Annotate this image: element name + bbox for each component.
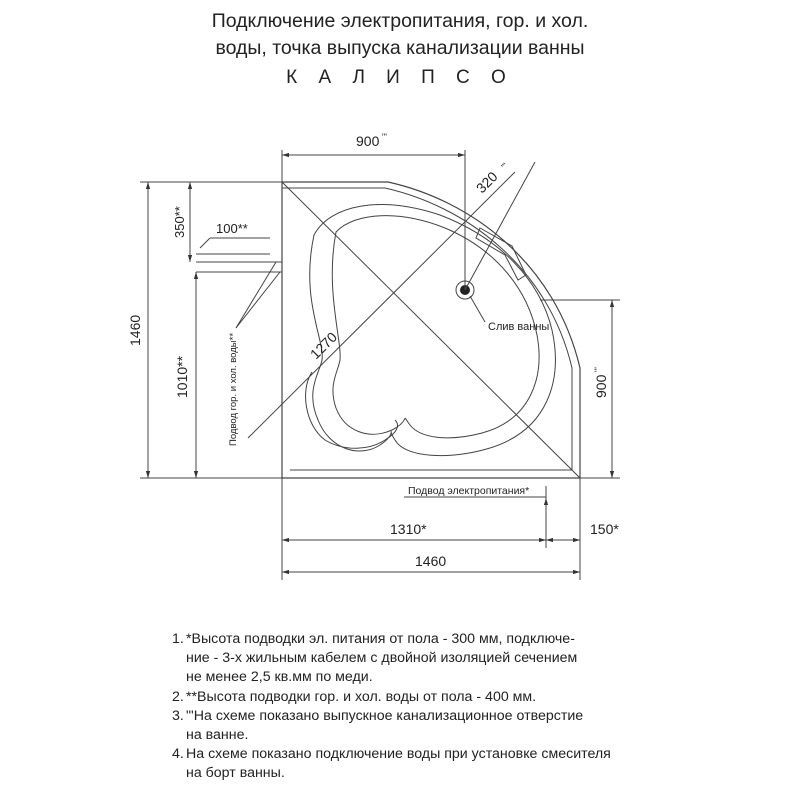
dim-right-900: 900: [593, 374, 609, 398]
dim-top-900: 900: [356, 133, 380, 149]
dim-right-900-sup: "': [593, 367, 603, 372]
title-line-2: воды, точка выпуска канализации ванны: [215, 37, 585, 59]
note-line: ние - 3-х жильным кабелем с двойной изоляцией сечением: [186, 650, 578, 667]
dim-left-1460: 1460: [127, 314, 143, 346]
dim-bottom-1310: 1310*: [390, 521, 427, 537]
tub-seat: [306, 372, 398, 448]
note-line: *Высота подводки эл. питания от пола - 300 мм, подключе-: [186, 631, 575, 647]
note-number: 4.: [172, 746, 184, 763]
dim-bottom-1460: 1460: [415, 553, 447, 569]
dim-top-900-sup: "': [382, 132, 387, 142]
dim-diag-320-sup: "': [499, 160, 510, 172]
water-supply-label: Подвод гор. и хол. воды**: [228, 332, 239, 446]
note-line: на борт ванны.: [186, 765, 285, 782]
note-number: 1.: [172, 631, 184, 647]
title-line-1: Подключение электропитания, гор. и хол.: [211, 10, 589, 32]
note-item: [172, 707, 732, 745]
note-item: [172, 630, 732, 688]
dim-left-100: 100**: [216, 221, 248, 236]
dim-left-350: 350**: [172, 206, 187, 238]
note-line: На схеме показано подключение воды при установке смесителя: [186, 746, 611, 763]
note-line: на ванне.: [186, 727, 249, 744]
drain-label: Слив ванны: [488, 321, 550, 333]
model-name: К А Л И П С О: [286, 67, 514, 88]
note-number: 2.: [172, 688, 184, 705]
note-item: [172, 745, 732, 783]
note-line: не менее 2,5 кв.мм по меди.: [186, 669, 373, 686]
notes-list: [172, 630, 732, 784]
note-line: "'На схеме показано выпускное канализационное отверстие: [186, 707, 584, 724]
dim-bottom-150: 150*: [590, 521, 619, 537]
note-line: **Высота подводки гор. и хол. воды от пола - 400 мм.: [186, 688, 537, 705]
power-supply-label: Подвод электропитания*: [408, 485, 530, 497]
note-item: [172, 688, 732, 707]
dim-diag-320: 320: [472, 168, 501, 197]
dim-left-1010: 1010**: [174, 355, 190, 398]
dim-diag-1270: 1270: [306, 328, 341, 363]
note-number: 3.: [172, 707, 184, 724]
